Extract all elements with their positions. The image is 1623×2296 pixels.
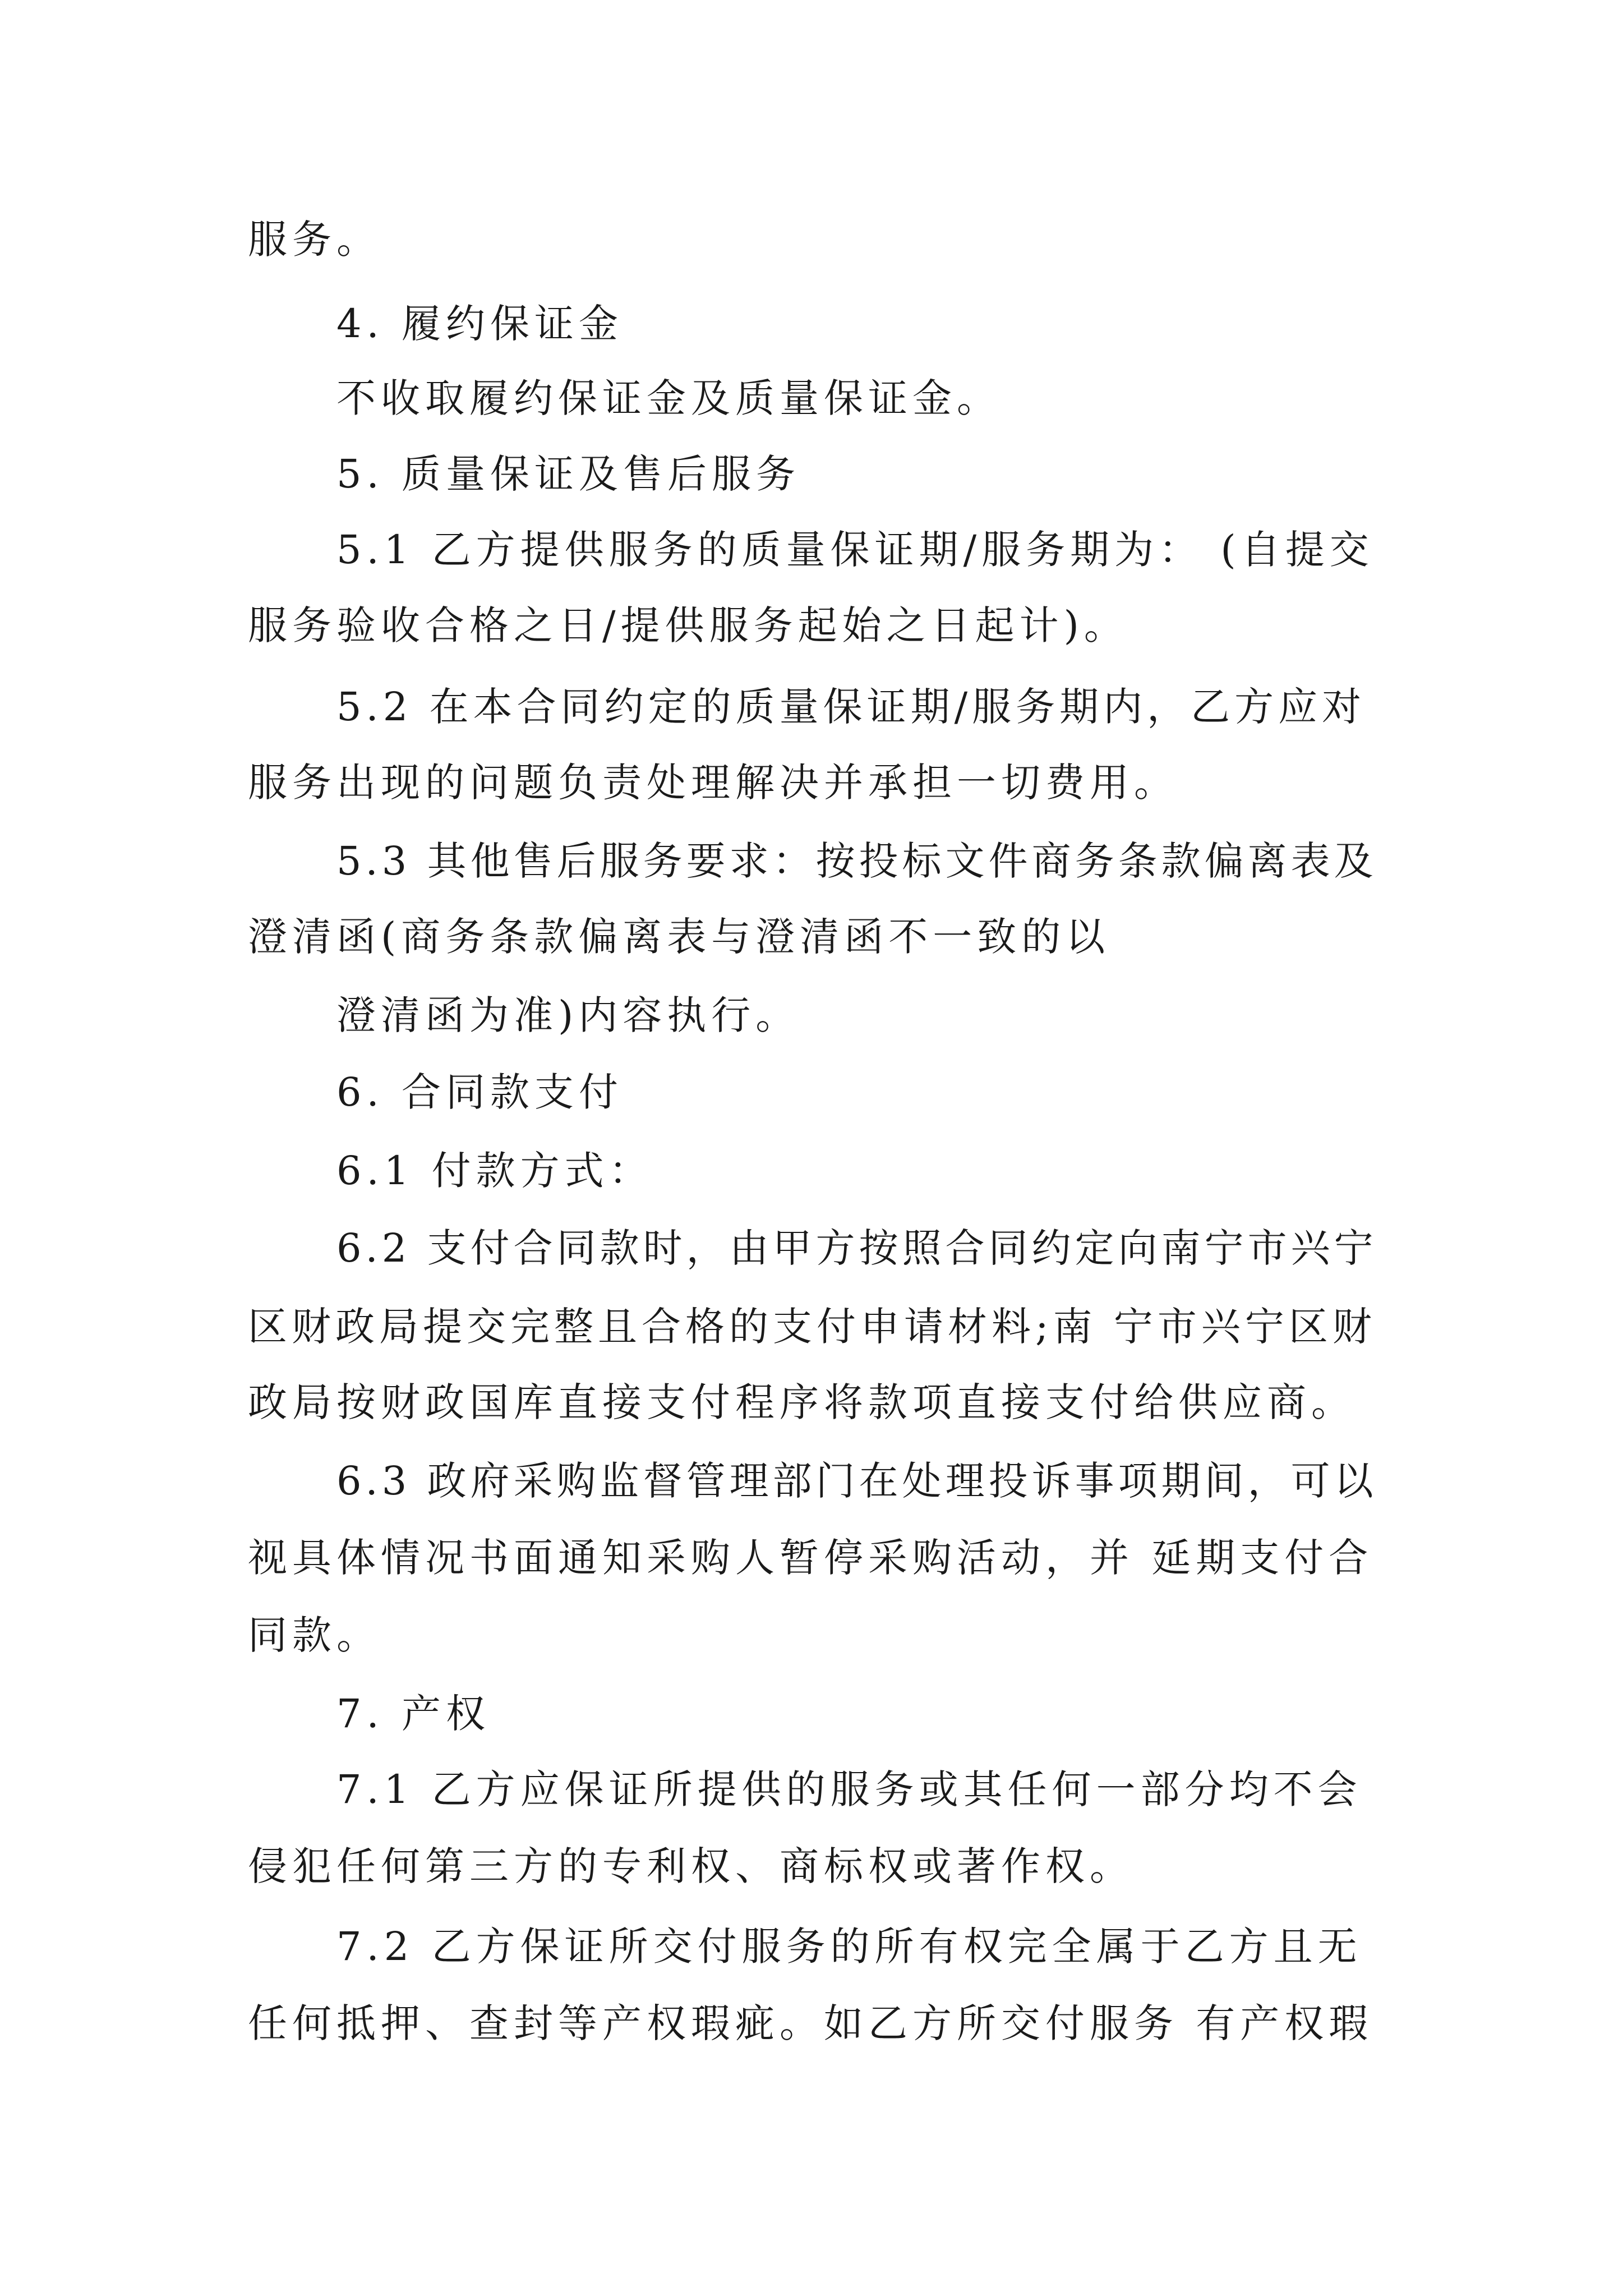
clause-line: 5.2 在本合同约定的质量保证期/服务期内，乙方应对 <box>336 684 1366 730</box>
body-text-line: 不收取履约保证金及质量保证金。 <box>336 375 1001 421</box>
section-heading: 7. 产权 <box>336 1691 491 1737</box>
clause-line: 6.1 付款方式： <box>336 1148 653 1194</box>
body-text-line: 任何抵押、查封等产权瑕疵。如乙方所交付服务 有产权瑕 <box>248 2000 1373 2046</box>
body-text-line: 澄清函为准)内容执行。 <box>336 992 800 1038</box>
body-text-line: 政局按财政国库直接支付程序将款项直接支付给供应商。 <box>248 1379 1355 1425</box>
body-text-line: 服务验收合格之日/提供服务起始之日起计)。 <box>248 602 1128 648</box>
section-heading: 5. 质量保证及售后服务 <box>336 451 801 497</box>
body-text-line: 同款。 <box>248 1612 381 1658</box>
clause-line: 5.1 乙方提供服务的质量保证期/服务期为： (自提交 <box>336 527 1374 573</box>
section-heading: 4. 履约保证金 <box>336 301 624 347</box>
body-text-line: 区财政局提交完整且合格的支付申请材料;南 宁市兴宁区财 <box>248 1304 1376 1350</box>
body-text-line: 澄清函(商务条款偏离表与澄清函不一致的以 <box>248 914 1110 960</box>
clause-line: 7.2 乙方保证所交付服务的所有权完全属于乙方且无 <box>336 1924 1362 1970</box>
section-heading: 6. 合同款支付 <box>336 1069 624 1115</box>
clause-line: 6.2 支付合同款时，由甲方按照合同约定向南宁市兴宁 <box>336 1225 1377 1271</box>
body-text-line: 服务出现的问题负责处理解决并承担一切费用。 <box>248 760 1178 806</box>
clause-line: 5.3 其他售后服务要求：按投标文件商务条款偏离表及 <box>336 838 1377 884</box>
clause-line: 6.3 政府采购监督管理部门在处理投诉事项期间，可以 <box>336 1458 1377 1504</box>
clause-line: 7.1 乙方应保证所提供的服务或其任何一部分均不会 <box>336 1766 1362 1812</box>
body-text-line: 视具体情况书面通知采购人暂停采购活动，并 延期支付合 <box>248 1535 1373 1581</box>
body-text-line: 服务。 <box>248 217 381 263</box>
body-text-line: 侵犯任何第三方的专利权、商标权或著作权。 <box>248 1843 1134 1889</box>
